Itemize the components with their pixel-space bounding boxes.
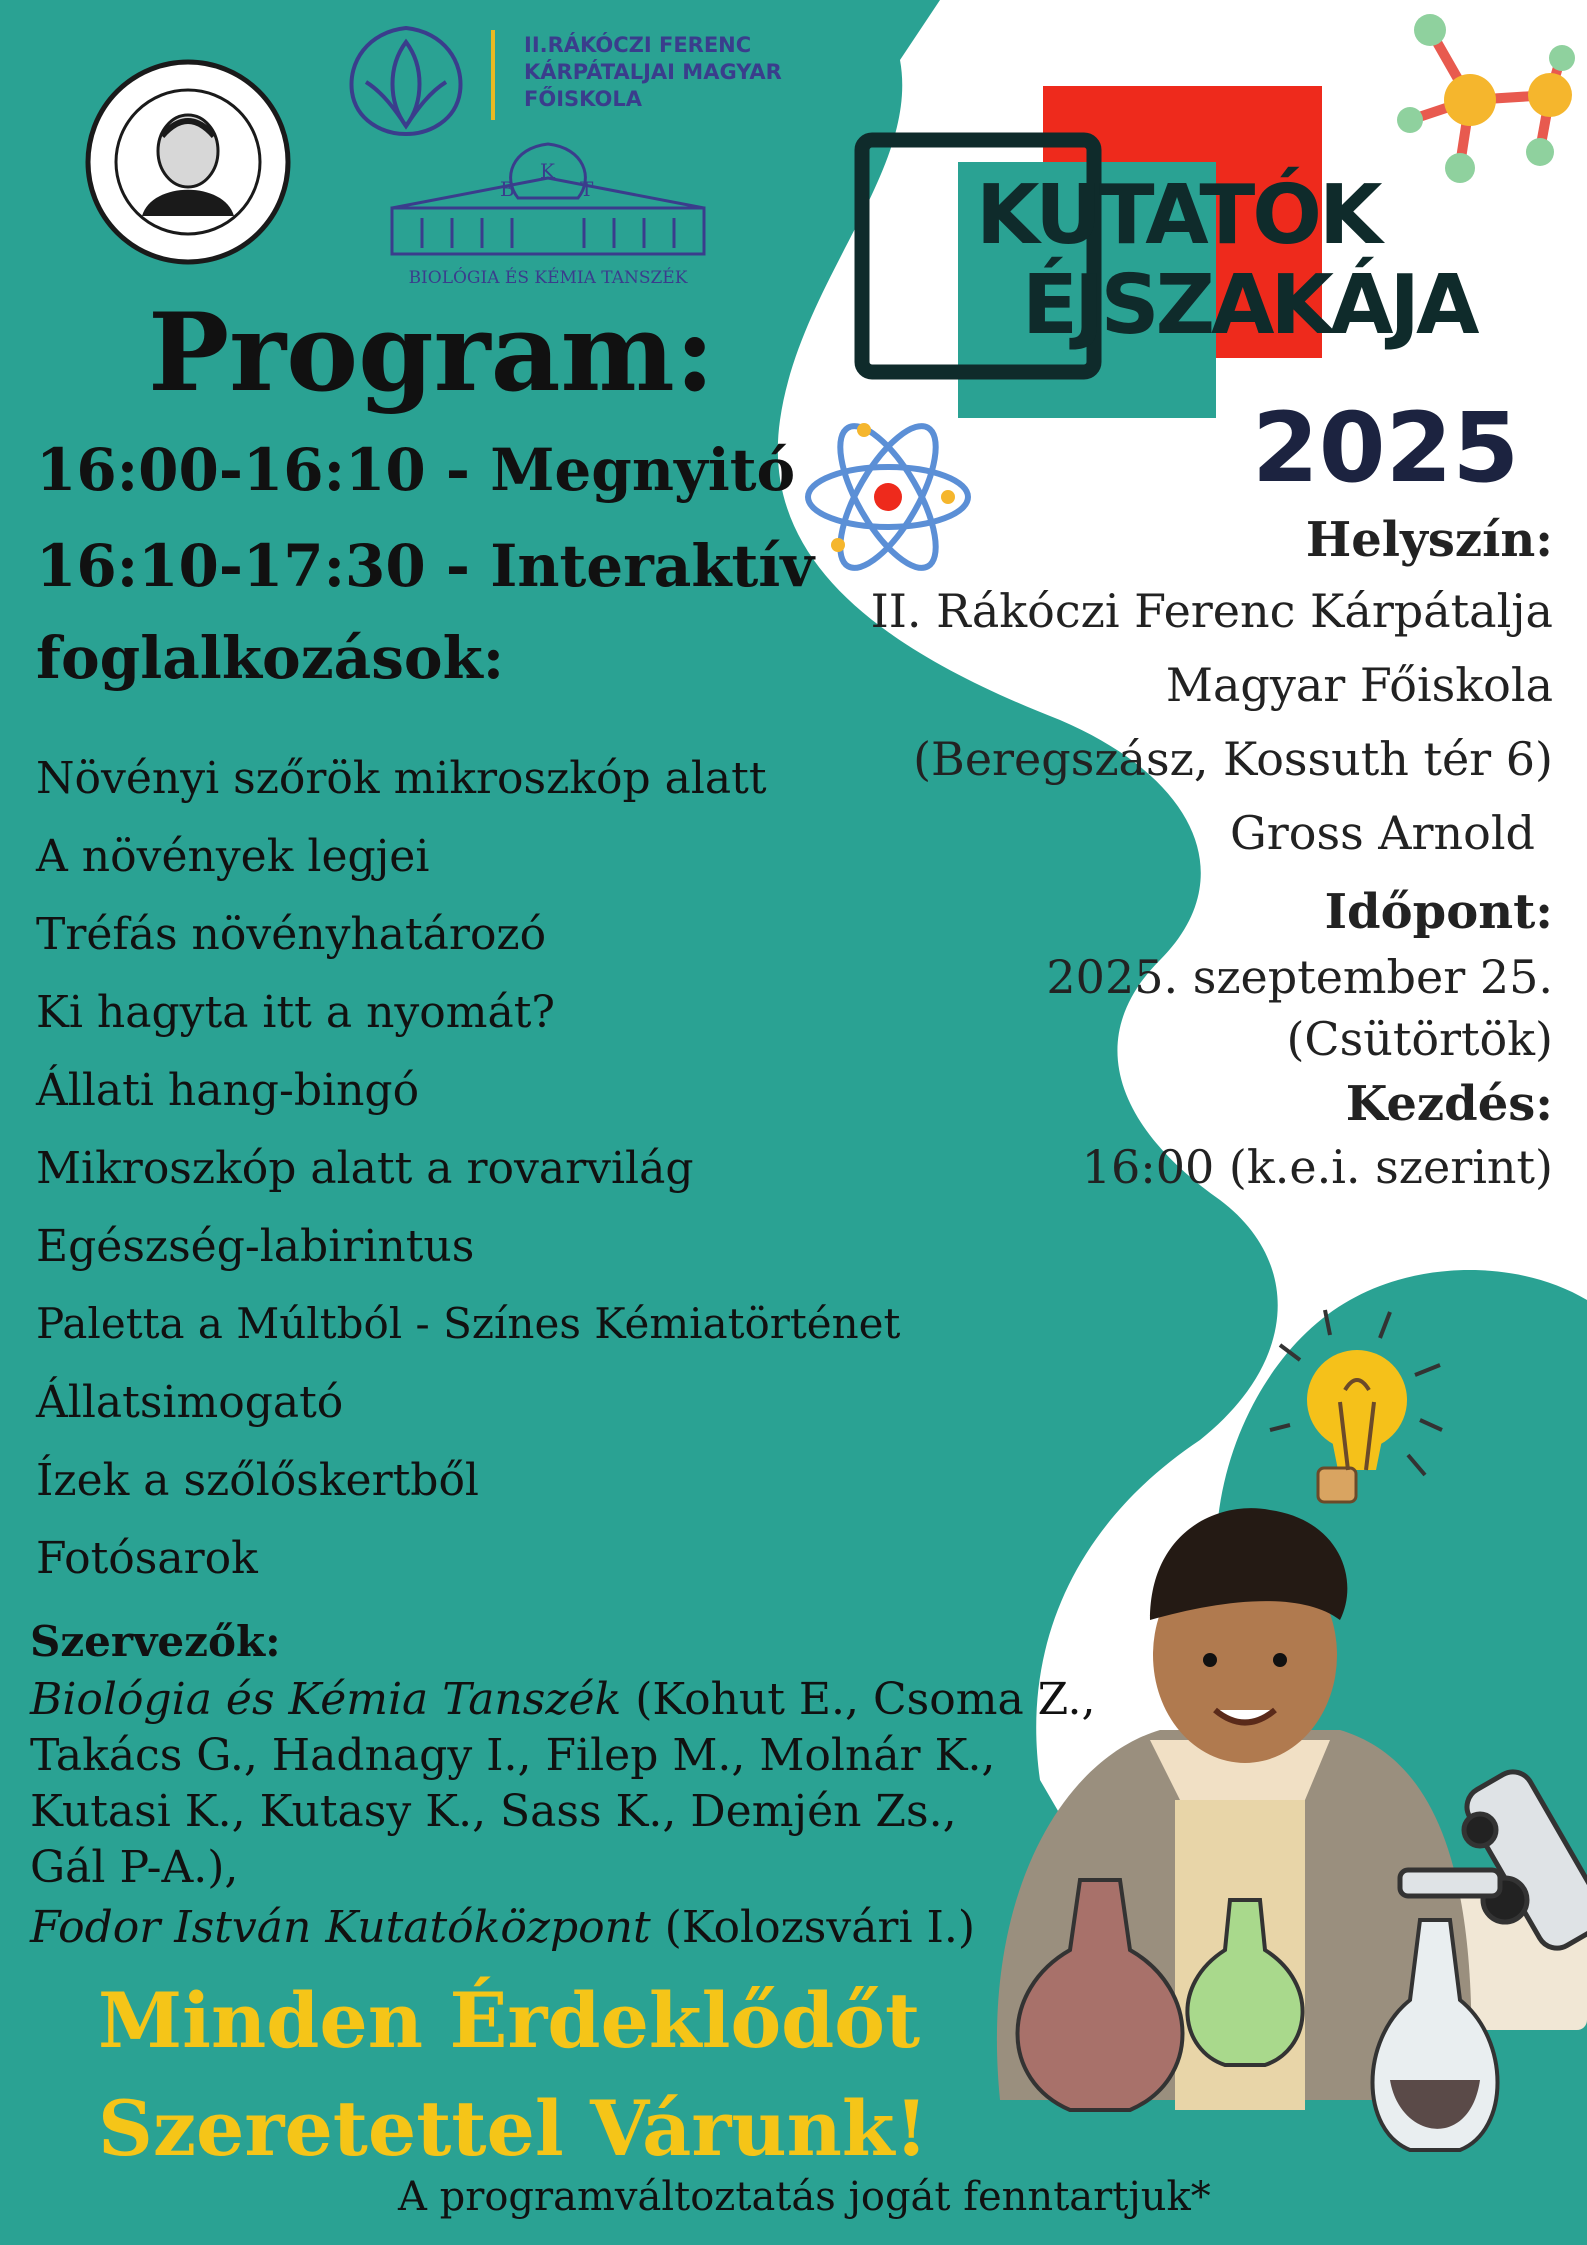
location-line-3: (Beregszász, Kossuth tér 6) (913, 732, 1553, 786)
college-name (524, 32, 782, 113)
fodor-seal-graphic (82, 56, 294, 268)
college-logo (338, 22, 474, 140)
organizers-label: Szervezők: (30, 1617, 281, 1666)
activity-item: Mikroszkóp alatt a rovarvilág (36, 1143, 694, 1194)
start-label: Kezdés: (1345, 1076, 1553, 1132)
time-label: Időpont: (1324, 884, 1553, 940)
slogan-line-2: Szeretettel Várunk! (98, 2084, 928, 2173)
activity-item: A növények legjei (36, 831, 430, 882)
location-line-4: Gross Arnold (1230, 806, 1535, 860)
organizer-research-center: Fodor István Kutatóközpont (30, 1902, 651, 1953)
activity-item: Paletta a Múltból - Színes Kémiatörténet (36, 1299, 901, 1348)
time-line-2: (Csütörtök) (1286, 1012, 1553, 1066)
organizers-line-2: Takács G., Hadnagy I., Filep M., Molnár K., (30, 1730, 996, 1781)
activity-item: Állatsimogató (36, 1377, 344, 1428)
activity-item: Egészség-labirintus (36, 1221, 475, 1272)
location-line-1: II. Rákóczi Ferenc Kárpátalja (870, 584, 1553, 638)
event-title-line-1: KUTATÓK (976, 168, 1380, 263)
slogan-line-1: Minden Érdeklődőt (98, 1976, 921, 2065)
schedule-line-3: foglalkozások: (36, 624, 505, 692)
organizer-department: Biológia és Kémia Tanszék (30, 1674, 622, 1725)
schedule-line-2: 16:10-17:30 - Interaktív (36, 532, 815, 600)
footer-disclaimer: A programváltoztatás jogát fenntartjuk* (398, 2174, 1211, 2220)
activity-item: Ki hagyta itt a nyomát? (36, 987, 555, 1038)
program-title: Program: (148, 290, 715, 416)
location-label: Helyszín: (1305, 512, 1553, 568)
schedule-line-1: 16:00-16:10 - Megnyitó (36, 436, 796, 504)
department-members-1: (Kohut E., Csoma Z., (621, 1674, 1096, 1725)
event-title-line-2: ÉJSZAKÁJA (1022, 258, 1476, 353)
organizers-line-4: Gál P-A.), (30, 1842, 239, 1893)
college-logo-graphic (338, 22, 474, 140)
research-center-members: (Kolozsvári I.) (650, 1902, 976, 1953)
department-logo-caption: BIOLÓGIA ÉS KÉMIA TANSZÉK (408, 268, 688, 288)
college-name-line-3: FŐISKOLA (524, 87, 642, 111)
location-line-2: Magyar Főiskola (1165, 658, 1553, 712)
start-value: 16:00 (k.e.i. szerint) (1081, 1140, 1553, 1194)
activity-item: Fotósarok (36, 1533, 258, 1584)
fodor-istvan-seal (82, 56, 294, 268)
organizers-line-1 (30, 1672, 1095, 1728)
activity-item: Tréfás növényhatározó (36, 909, 547, 960)
dept-letter-b: B (500, 177, 515, 201)
department-building-graphic (372, 138, 724, 260)
organizers-line-3: Kutasi K., Kutasy K., Sass K., Demjén Zs., (30, 1786, 957, 1837)
organizers-line-5 (30, 1900, 975, 1956)
college-name-line-1: II.RÁKÓCZI FERENC (524, 33, 752, 57)
dept-letter-k: K (540, 159, 555, 183)
activity-item: Növényi szőrök mikroszkóp alatt (36, 753, 767, 804)
college-name-line-2: KÁRPÁTALJAI MAGYAR (524, 60, 782, 84)
department-logo (372, 138, 724, 288)
college-logo-divider (491, 30, 495, 120)
time-line-1: 2025. szeptember 25. (1046, 950, 1553, 1004)
dept-letter-t: T (580, 177, 594, 201)
activity-item: Ízek a szőlőskertből (36, 1455, 480, 1506)
activity-item: Állati hang-bingó (36, 1065, 420, 1116)
event-year: 2025 (1252, 392, 1520, 504)
